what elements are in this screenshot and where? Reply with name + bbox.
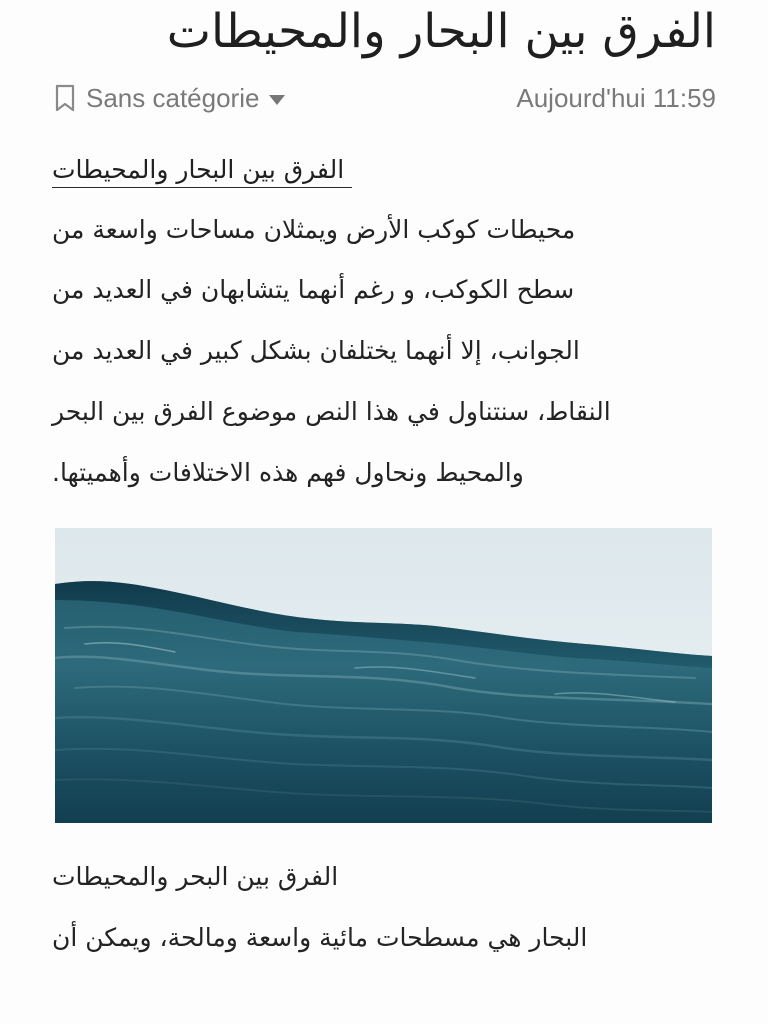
paragraph-line-text: الجوانب، إلا أنهما يختلفان بشكل كبير في العديد من	[52, 336, 580, 365]
subheading-link[interactable]: الفرق بين البحار والمحيطات	[52, 153, 352, 188]
note-meta-row	[52, 78, 716, 118]
paragraph-line-text: النقاط، سنتناول في هذا النص موضوع الفرق بين البحر	[52, 397, 611, 426]
note-title[interactable]: الفرق بين البحار والمحيطات	[166, 4, 716, 59]
note-timestamp: Aujourd'hui 11:59	[516, 82, 716, 113]
chevron-down-icon[interactable]	[269, 95, 285, 105]
paragraph-line	[52, 321, 580, 381]
section-heading-text: الفرق بين البحر والمحيطات	[52, 862, 339, 891]
section-text-line-text: البحار هي مسطحات مائية واسعة ومالحة، ويمكن أن	[52, 923, 588, 952]
ocean-wave-image[interactable]	[55, 528, 712, 823]
paragraph-line-text: محيطات كوكب الأرض ويمثلان مساحات واسعة من	[52, 215, 576, 244]
paragraph-line	[52, 200, 575, 260]
section-heading	[52, 852, 338, 902]
paragraph-line	[52, 382, 611, 442]
paragraph-line	[52, 443, 524, 503]
category-label: Sans catégorie	[86, 82, 260, 113]
paragraph-line-text: والمحيط ونحاول فهم هذه الاختلافات وأهميتها.	[52, 458, 524, 487]
section-text-line	[52, 910, 587, 966]
paragraph-line	[52, 260, 574, 320]
category-selector[interactable]	[52, 83, 285, 114]
subheading-row	[52, 150, 716, 190]
bookmark-icon	[52, 83, 78, 113]
paragraph-line-text: سطح الكوكب، و رغم أنهما يتشابهان في العديد من	[52, 275, 575, 304]
